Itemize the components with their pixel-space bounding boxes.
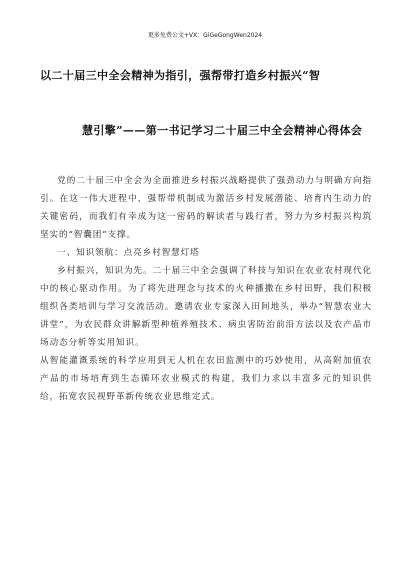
section-heading: 一、知识领航：点亮乡村智慧灯塔 xyxy=(57,248,200,258)
body-paragraph: 乡村振兴，知识为先。二十届三中全会强调了科技与知识在农业农村现代化中的核心驱动作用。为了将先进理念与技术的火种播撒在乡村田野，我们积极组织各类培训与学习交流活动。邀请农业专家深入田间地头，举办“智慧农业大讲堂”，为农民群众讲解新型种植养殖技术、病虫害防治前沿方法以及农产品市场动态分析等实用知识。 xyxy=(40,266,372,348)
header-note: 更多免费公文+VX：GiGeGongWen2024 xyxy=(147,32,263,39)
body-paragraph-continued: 从智能灌溉系统的科学应用到无人机在农田监测中的巧妙使用，从高附加值农产品的市场培育到生态循环农业模式的构建，我们力求以丰富多元的知识供给，拓宽农民视野革新传统农业思维定式。 xyxy=(40,356,372,402)
intro-paragraph: 党的二十届三中全会为全面推进乡村振兴战略提供了强劲动力与明确方向指引。在这一伟大进程中，强帮带机制成为激活乡村发展潜能、培育内生动力的关键密码，而我们有幸成为这一密码的解读者与践行者，努力为乡村振兴构筑坚实的“智囊团”支撑。 xyxy=(40,176,372,240)
document-body xyxy=(40,172,372,406)
document-title-line-2: 慧引擎”——第一书记学习二十届三中全会精神心得体会 xyxy=(82,124,363,137)
document-title-line-1: 以二十届三中全会精神为指引，强帮带打造乡村振兴“智 xyxy=(40,69,321,82)
